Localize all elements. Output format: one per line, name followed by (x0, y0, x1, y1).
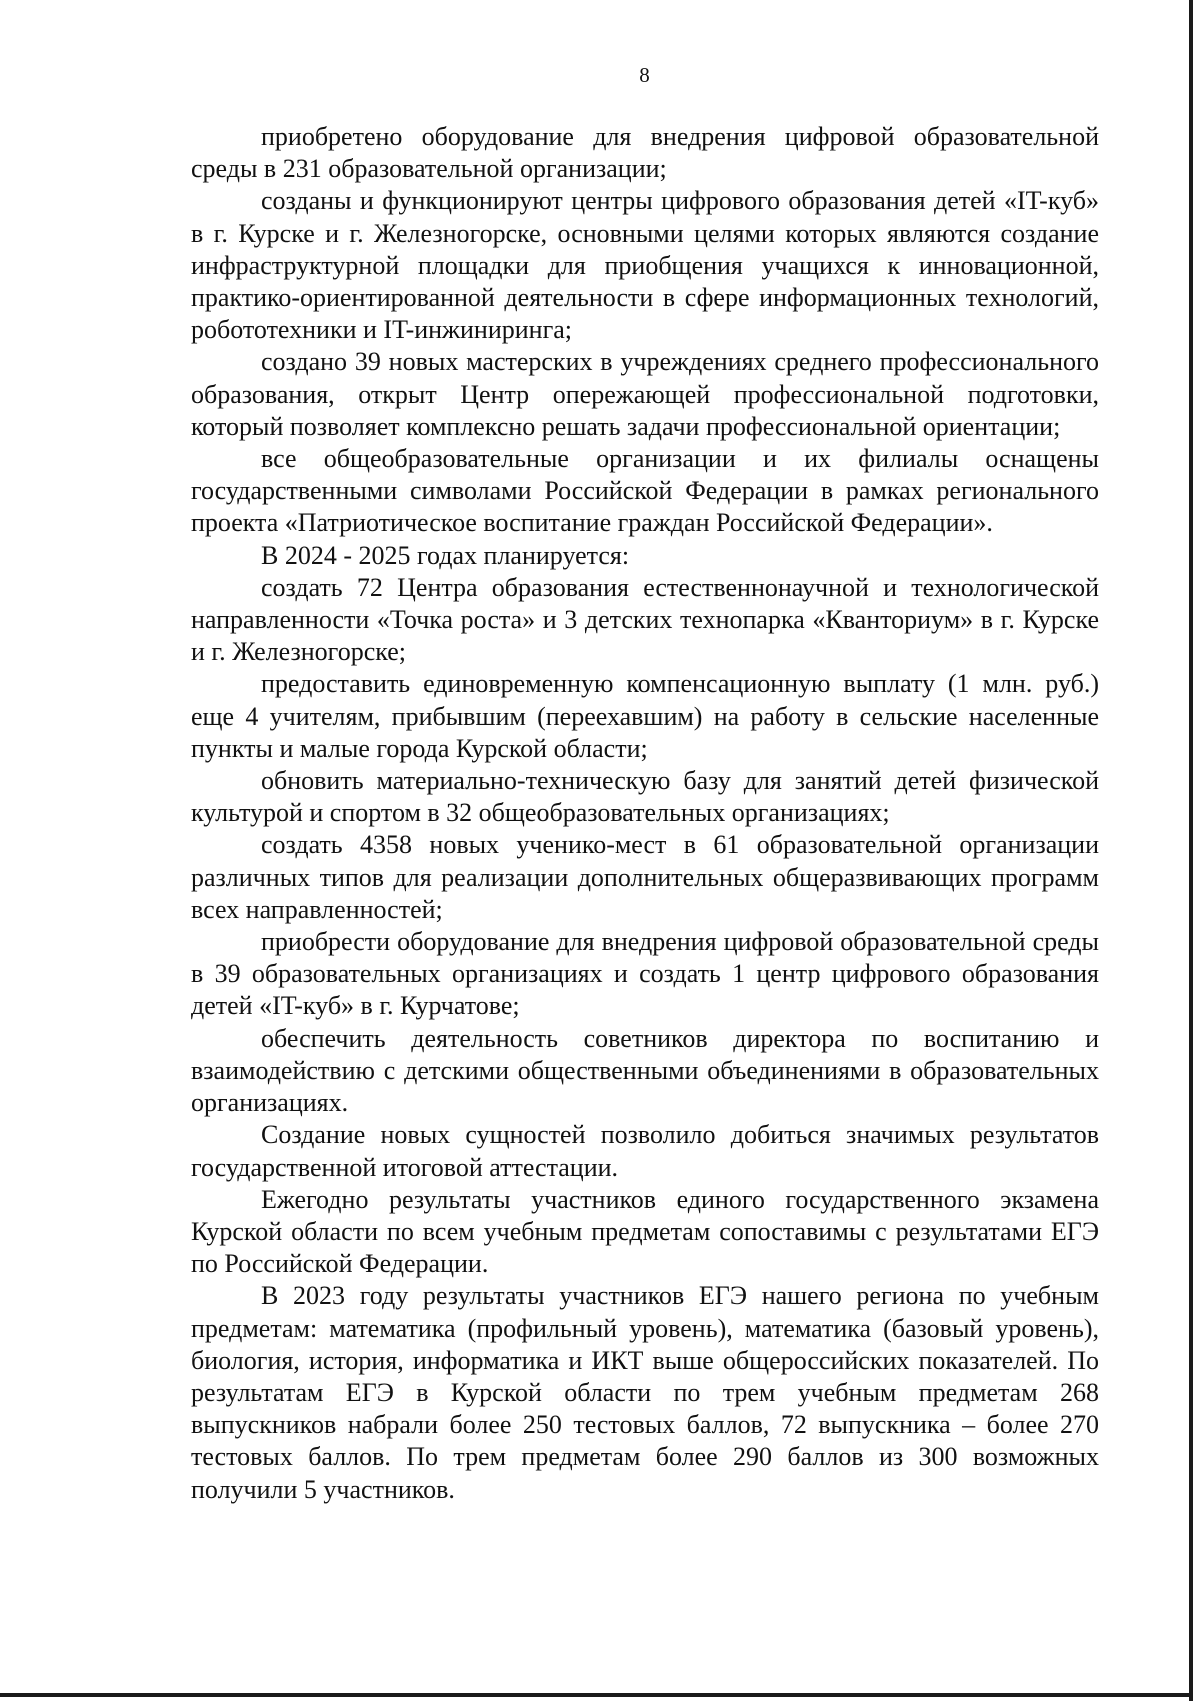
paragraph: Ежегодно результаты участников единого государственного экзамена Курской области по всем учебным предметам сопоставимы с результатами ЕГЭ по Российской Федерации. (191, 1184, 1099, 1279)
page-number: 8 (639, 63, 650, 87)
paragraph: обеспечить деятельность советников директора по воспитанию и взаимодействию с детскими общественными объединениями в образовательных организациях. (191, 1023, 1099, 1118)
paragraph: В 2024 - 2025 годах планируется: (261, 540, 630, 570)
paragraph: Создание новых сущностей позволило добиться значимых результатов государственной итоговой аттестации. (191, 1120, 1099, 1182)
paragraph: создано 39 новых мастерских в учреждениях среднего профессионального образования, открыт Центр опережающей профессиональной подготовки, который позволяет комплексно решать задачи профессиональной ориентации; (191, 347, 1099, 441)
paragraph: все общеобразовательные организации и их филиалы оснащены государственными символами Российской Федерации в рамках регионального проекта «Патриотическое воспитание граждан Российской Федерации». (191, 444, 1099, 538)
paragraph: создать 72 Центра образования естественнонаучной и технологической направленности «Точка роста» и 3 детских технопарка «Кванториум» в г. Курске и г. Железногорске; (191, 572, 1099, 667)
paragraph: приобретено оборудование для внедрения цифровой образовательной среды в 231 образовательной организации; (191, 122, 1099, 184)
document-body (191, 121, 1099, 1506)
paragraph: создать 4358 новых ученико-мест в 61 образовательной организации различных типов для реализации дополнительных общеразвивающих программ всех направленностей; (191, 830, 1099, 924)
paragraph: предоставить единовременную компенсационную выплату (1 млн. руб.) еще 4 учителям, прибывшим (переехавшим) на работу в сельские населенные пункты и малые города Курской области; (191, 669, 1099, 763)
paragraph: В 2023 году результаты участников ЕГЭ нашего региона по учебным предметам: математика (профильный уровень), математика (базовый уровень), биология, история, информатика и ИКТ выше общероссийских показателей. По результатам ЕГЭ в Курской области по трем учебным предметам 268 выпускников набрали более 250 тестовых баллов, 72 выпускника – более 270 тестовых баллов. По трем предметам более 290 баллов из 300 возможных получили 5 участников. (191, 1281, 1099, 1504)
paragraph: созданы и функционируют центры цифрового образования детей «IT-куб» в г. Курске и г. Железногорске, основными целями которых являются создание инфраструктурной площадки для приобщения учащихся к инновационной, практико-ориентированной деятельности в сфере информационных технологий, робототехники и IT-инжиниринга; (191, 186, 1099, 345)
paragraph: приобрести оборудование для внедрения цифровой образовательной среды в 39 образовательных организациях и создать 1 центр цифрового образования детей «IT-куб» в г. Курчатове; (191, 927, 1099, 1021)
paragraph: обновить материально-техническую базу для занятий детей физической культурой и спортом в 32 общеобразовательных организациях; (191, 766, 1099, 828)
page-border-right (1189, 0, 1193, 1701)
page-border-bottom (0, 1693, 1193, 1697)
